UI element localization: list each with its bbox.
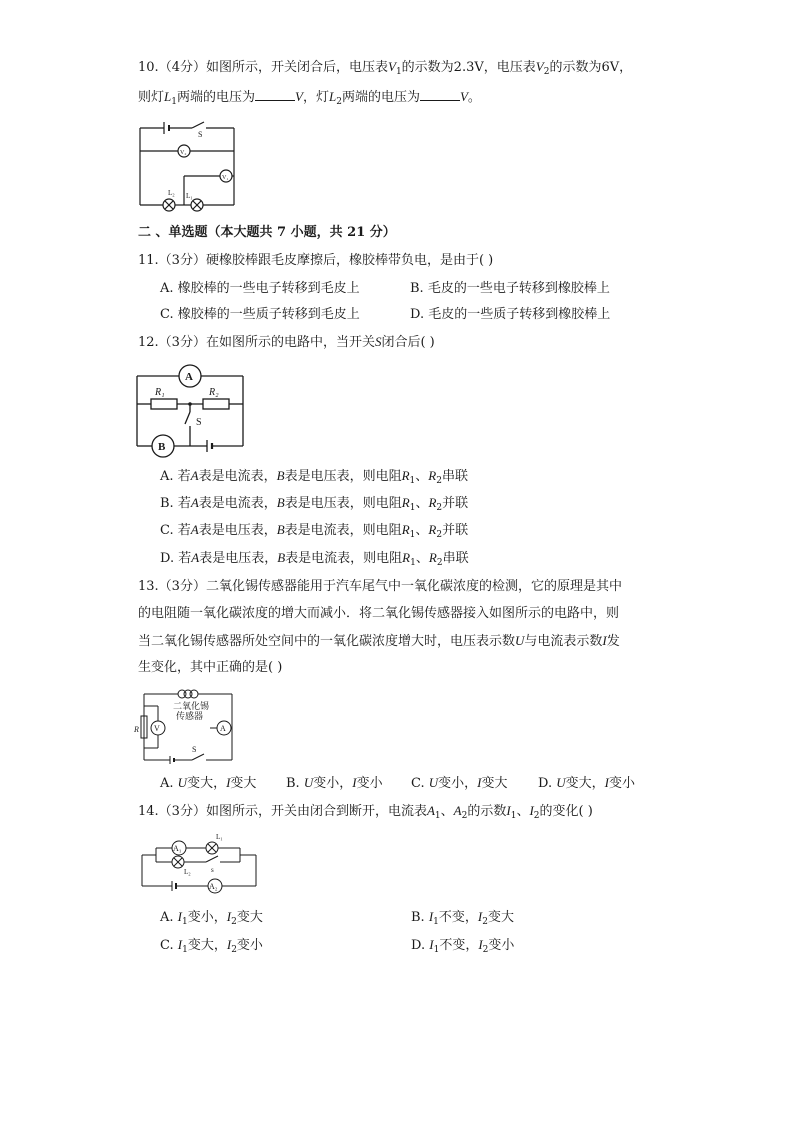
subscript: 2 — [336, 97, 342, 107]
q12-option-a[interactable] — [160, 467, 468, 486]
q11-option-c[interactable]: C. 橡胶棒的一些质子转移到毛皮上 — [160, 307, 360, 322]
q13-line1: 13.（3分）二氧化锡传感器能用于汽车尾气中一氧化碳浓度的检测，它的原理是其中 — [138, 579, 622, 594]
q10-line1 — [138, 58, 632, 77]
q11-option-a[interactable]: A. 橡胶棒的一些电子转移到毛皮上 — [160, 281, 360, 296]
var-a: A — [190, 495, 199, 510]
q13-line4: 生变化，其中正确的是( ) — [138, 660, 283, 675]
var-a: A — [190, 522, 199, 537]
a1-label: A₁ — [173, 844, 182, 853]
option-text: 变大， — [187, 776, 227, 791]
var-i: I — [177, 937, 183, 952]
var-r: R — [428, 522, 437, 537]
option-text: 表是电流表， — [198, 469, 277, 484]
option-label: D. — [538, 776, 553, 791]
subscript: 1 — [171, 97, 177, 107]
r2-label: R₂ — [209, 387, 219, 398]
option-label: D. — [411, 938, 430, 953]
subscript: 2 — [436, 558, 443, 568]
q12-stem — [138, 333, 435, 352]
l1-label: L₁ — [216, 833, 223, 841]
option-text: 表是电压表， — [198, 523, 277, 538]
q14-option-b[interactable] — [411, 908, 514, 927]
var-b: B — [276, 468, 285, 483]
var-b: B — [277, 550, 286, 565]
q12-option-c[interactable] — [160, 521, 468, 540]
sensor-label-2: 传感器 — [176, 711, 204, 721]
subscript: 2 — [436, 530, 443, 540]
option-text: 表是电流表， — [198, 496, 277, 511]
q10-line2 — [138, 88, 481, 107]
option-text: C. 若 — [160, 523, 191, 538]
var-i: I — [478, 937, 483, 952]
switch-blade — [206, 856, 218, 862]
q12-text: 闭合后( ) — [381, 335, 435, 350]
var-i: I — [477, 909, 483, 924]
option-text: 表是电流表，则电阻 — [284, 523, 402, 538]
resistor-r2 — [203, 399, 229, 409]
var-r: R — [402, 550, 411, 565]
v1-label: V₁ — [222, 175, 229, 181]
subscript: 2 — [533, 811, 540, 821]
q12-text: 12.（3分）在如图所示的电路中，当开关 — [138, 335, 375, 350]
q10-text: 的示数为6V， — [549, 60, 633, 75]
section-title: 二 、单选题（本大题共 7 小题，共 21 分） — [138, 225, 396, 240]
option-text: 变大 — [230, 776, 257, 791]
var-a: A — [190, 468, 199, 483]
option-text: 变大， — [565, 776, 605, 791]
var-a: A — [453, 803, 462, 818]
v-label: V — [154, 724, 160, 733]
switch-label: S — [198, 130, 203, 139]
q13-option-c[interactable] — [411, 774, 508, 793]
var-b: B — [276, 495, 285, 510]
option-text: 变大， — [187, 938, 227, 953]
l2-label: L₂ — [184, 868, 191, 876]
separator: 、 — [415, 469, 429, 484]
q14-option-a[interactable] — [160, 908, 263, 927]
option-label: C. — [411, 776, 425, 791]
option-text: 变小 — [608, 776, 635, 791]
var-i: I — [177, 909, 182, 924]
answer-blank[interactable] — [420, 88, 460, 101]
q12-option-b[interactable] — [160, 494, 468, 513]
q10-number: 10. — [138, 60, 159, 75]
q10-text: 两端的电压为 — [341, 90, 420, 105]
var-v2: V — [535, 59, 544, 74]
q14-option-d[interactable] — [411, 936, 514, 955]
q14-stem — [138, 802, 593, 821]
q12-circuit-diagram — [135, 362, 245, 458]
var-i: I — [352, 775, 357, 790]
var-l2: L — [328, 89, 337, 104]
option-label: A. — [160, 910, 178, 925]
q14-option-c[interactable] — [160, 936, 263, 955]
answer-blank[interactable] — [255, 88, 295, 101]
q14-text: 14.（3分）如图所示，开关由闭合到断开，电流表 — [138, 804, 427, 819]
q10-text: 如图所示，开关闭合后，电压表 — [205, 60, 388, 75]
q13-option-b[interactable] — [286, 774, 383, 793]
subscript: 2 — [482, 917, 488, 927]
q13-line3 — [138, 632, 620, 651]
sensor-label-1: 二氧化锡 — [173, 701, 210, 711]
option-text: 并联 — [442, 523, 469, 538]
l2-label: L₂ — [168, 189, 175, 197]
switch-blade — [185, 412, 190, 424]
q11-option-d[interactable]: D. 毛皮的一些质子转移到橡胶棒上 — [410, 307, 611, 322]
option-text: 表是电压表， — [199, 551, 278, 566]
q12-option-d[interactable] — [160, 549, 469, 568]
var-i: I — [602, 633, 607, 648]
var-i: I — [529, 803, 534, 818]
subscript: 1 — [409, 503, 416, 513]
option-text: 变小， — [187, 910, 227, 925]
subscript: 2 — [461, 811, 468, 821]
r-label: R — [134, 725, 139, 734]
subscript: 1 — [395, 67, 402, 77]
switch-label: s — [211, 866, 214, 874]
switch-blade — [192, 122, 204, 128]
meter-a-label: A — [185, 371, 193, 383]
meter-b-label: B — [158, 441, 166, 453]
var-s: S — [374, 334, 382, 349]
unit: V — [459, 89, 468, 104]
subscript: 2 — [436, 503, 443, 513]
option-text: 表是电流表，则电阻 — [285, 551, 403, 566]
q11-option-b[interactable]: B. 毛皮的一些电子转移到橡胶棒上 — [410, 281, 610, 296]
var-u: U — [177, 775, 188, 790]
subscript: 2 — [231, 945, 237, 955]
var-i: I — [506, 803, 511, 818]
subscript: 1 — [182, 917, 188, 927]
option-text: B. 若 — [160, 496, 191, 511]
q10-text: 两端的电压为 — [176, 90, 255, 105]
q14-text: 的示数 — [467, 804, 507, 819]
q14-circuit-diagram — [136, 828, 260, 894]
var-r: R — [428, 495, 437, 510]
q10-text: 则灯 — [138, 90, 165, 105]
option-text: 变小， — [313, 776, 353, 791]
var-i: I — [429, 937, 434, 952]
q11-stem: 11.（3分）硬橡胶棒跟毛皮摩擦后，橡胶棒带负电，是由于( ) — [138, 253, 494, 268]
var-u: U — [556, 775, 566, 790]
separator: 、 — [516, 804, 530, 819]
q13-option-a[interactable] — [160, 774, 256, 793]
option-text: 变大 — [236, 910, 263, 925]
option-text: 并联 — [442, 496, 469, 511]
option-text: 变小 — [488, 938, 515, 953]
option-text: 表是电压表，则电阻 — [284, 496, 402, 511]
var-r: R — [401, 522, 410, 537]
q10-score: （4分） — [158, 60, 206, 75]
subscript: 2 — [543, 67, 550, 77]
option-text: 变大 — [481, 776, 508, 791]
var-b: B — [276, 522, 285, 537]
q13-circuit-diagram — [132, 686, 242, 766]
l1-label: L₁ — [186, 192, 193, 200]
var-v1: V — [387, 59, 396, 74]
separator: 、 — [415, 496, 429, 511]
subscript: 1 — [510, 811, 517, 821]
var-i: I — [604, 775, 609, 790]
option-label: C. — [160, 938, 178, 953]
subscript: 1 — [433, 945, 440, 955]
subscript: 2 — [436, 476, 442, 486]
option-text: 表是电压表，则电阻 — [284, 469, 402, 484]
var-i: I — [226, 937, 232, 952]
subscript: 1 — [409, 530, 416, 540]
var-a: A — [426, 803, 435, 818]
var-i: I — [428, 909, 434, 924]
var-r: R — [428, 468, 437, 483]
option-text: D. 若 — [160, 551, 192, 566]
separator: 、 — [415, 523, 429, 538]
var-r: R — [401, 495, 410, 510]
option-label: B. — [411, 910, 429, 925]
var-u: U — [428, 775, 439, 790]
q10-text: 。 — [467, 90, 481, 105]
a2-label: A₂ — [209, 882, 218, 891]
q10-circuit-diagram — [138, 118, 238, 214]
unit: V — [295, 89, 303, 104]
switch-label: S — [196, 417, 202, 428]
var-r: R — [401, 468, 410, 483]
a-label: A — [220, 724, 226, 733]
var-u: U — [303, 775, 314, 790]
q13-option-d[interactable] — [538, 774, 635, 793]
option-label: A. — [160, 776, 174, 791]
option-label: B. — [286, 776, 300, 791]
option-text: 变小 — [356, 776, 383, 791]
subscript: 2 — [482, 945, 489, 955]
q13-text: 发 — [606, 634, 620, 649]
option-text: 串联 — [442, 551, 469, 566]
subscript: 1 — [433, 917, 439, 927]
subscript: 1 — [410, 558, 416, 568]
q10-text: ，灯 — [302, 90, 329, 105]
var-u: U — [515, 633, 525, 648]
subscript: 2 — [231, 917, 237, 927]
q14-text: 的变化( ) — [539, 804, 593, 819]
var-i: I — [226, 909, 232, 924]
var-r: R — [428, 550, 437, 565]
var-a: A — [191, 550, 200, 565]
q13-text: 当二氧化锡传感器所处空间中的一氧化碳浓度增大时，电压表示数 — [138, 634, 516, 649]
option-text: A. 若 — [160, 469, 191, 484]
resistor-r1 — [151, 399, 177, 409]
option-text: 变小 — [236, 938, 263, 953]
option-text: 变大 — [488, 910, 515, 925]
option-text: 变小， — [438, 776, 478, 791]
subscript: 1 — [434, 811, 441, 821]
switch-blade — [192, 754, 204, 760]
v2-label: V₂ — [180, 150, 187, 156]
separator: 、 — [415, 551, 429, 566]
option-text: 串联 — [441, 469, 468, 484]
q13-line2: 的电阻随一氧化碳浓度的增大而减小．将二氧化锡传感器接入如图所示的电路中，则 — [138, 606, 620, 621]
option-text: 不变， — [439, 938, 479, 953]
subscript: 1 — [182, 945, 188, 955]
separator: 、 — [440, 804, 454, 819]
var-i: I — [477, 775, 482, 790]
var-i: I — [226, 775, 231, 790]
q13-text: 与电流表示数 — [524, 634, 603, 649]
q10-text: 的示数为2.3V，电压表 — [401, 60, 536, 75]
r1-label: R₁ — [155, 387, 165, 398]
subscript: 1 — [409, 476, 416, 486]
option-text: 不变， — [438, 910, 478, 925]
var-l1: L — [164, 89, 172, 104]
switch-label: S — [192, 745, 197, 754]
